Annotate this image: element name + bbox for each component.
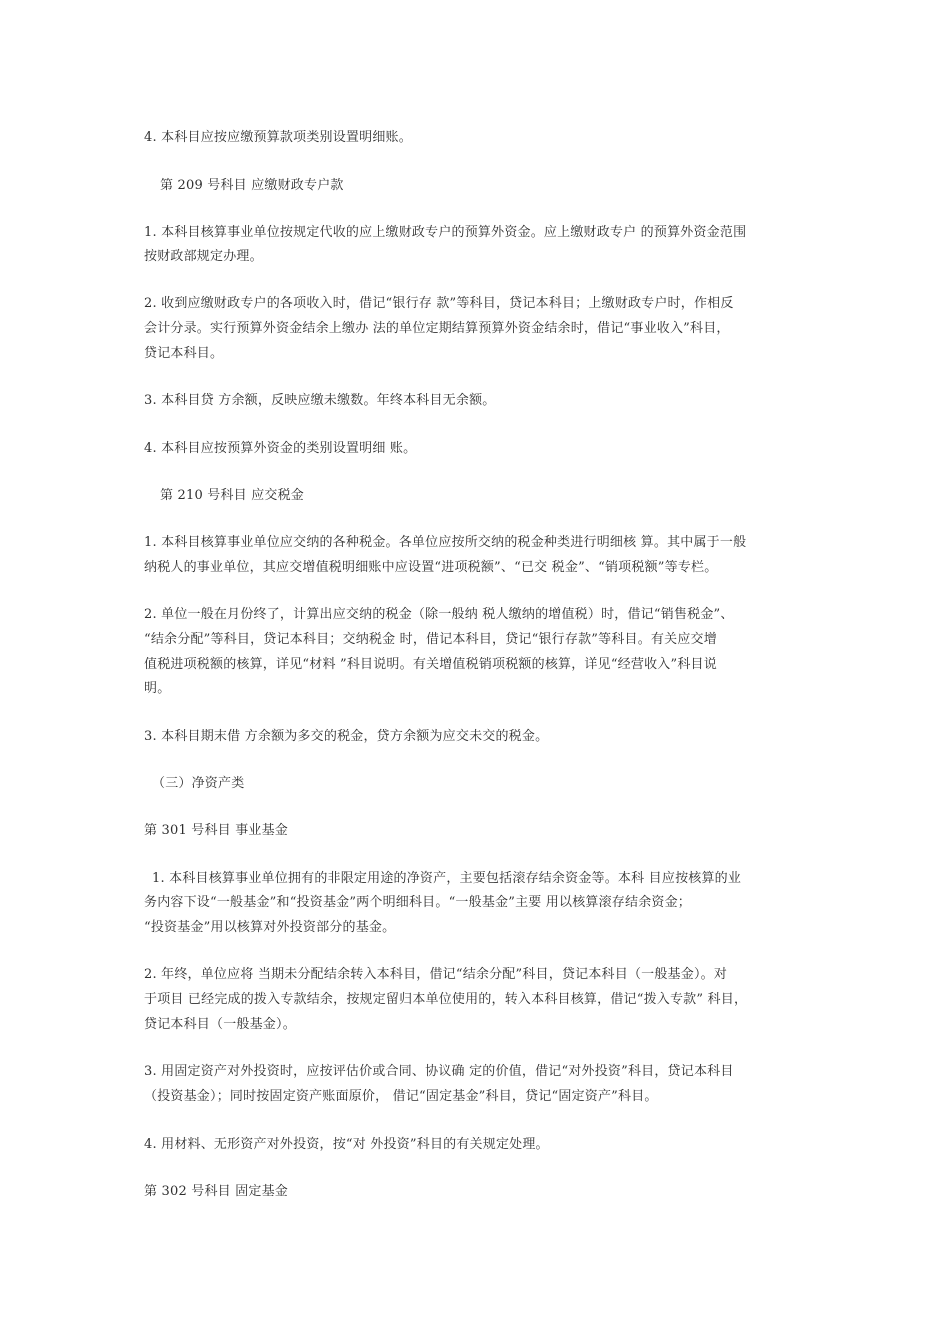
paragraph-line: 明。 bbox=[144, 681, 171, 696]
paragraph-line: 3. 本科目期末借 方余额为多交的税金，贷方余额为应交未交的税金。 bbox=[144, 729, 549, 744]
section-heading: 第 302 号科目 固定基金 bbox=[144, 1184, 289, 1199]
paragraph-line: 1. 本科目核算事业单位拥有的非限定用途的净资产，主要包括滚存结余资金等。本科 目应按核算的业 bbox=[152, 871, 742, 886]
paragraph-line: 4. 本科目应按应缴预算款项类别设置明细账。 bbox=[144, 130, 412, 145]
section-heading: 第 210 号科目 应交税金 bbox=[160, 488, 305, 503]
paragraph-line: 按财政部规定办理。 bbox=[144, 249, 263, 264]
paragraph-line: 纳税人的事业单位，其应交增值税明细账中应设置“进项税额”、“已交 税金”、“销项税额”等专栏。 bbox=[144, 560, 718, 575]
paragraph-line: 务内容下设“一般基金”和“投资基金”两个明细科目。“一般基金”主要 用以核算滚存结余资金； bbox=[144, 895, 692, 910]
section-heading: 第 301 号科目 事业基金 bbox=[144, 823, 289, 838]
paragraph-line: 贷记本科目（一般基金）。 bbox=[144, 1017, 296, 1032]
paragraph-line: “结余分配”等科目，贷记本科目；交纳税金 时，借记本科目，贷记“银行存款”等科目。有关应交增 bbox=[144, 632, 717, 647]
paragraph-line: 4. 本科目应按预算外资金的类别设置明细 账。 bbox=[144, 441, 417, 456]
paragraph-line: 1. 本科目核算事业单位按规定代收的应上缴财政专户的预算外资金。应上缴财政专户 的预算外资金范围 bbox=[144, 225, 747, 240]
paragraph-line: 1. 本科目核算事业单位应交纳的各种税金。各单位应按所交纳的税金种类进行明细核 算。其中属于一般 bbox=[144, 535, 747, 550]
paragraph-line: （投资基金）；同时按固定资产账面原价， 借记“固定基金”科目，贷记“固定资产”科目。 bbox=[144, 1089, 658, 1104]
paragraph-line: 2. 收到应缴财政专户的各项收入时，借记“银行存 款”等科目，贷记本科目；上缴财政专户时，作相反 bbox=[144, 296, 734, 311]
category-heading: （三）净资产类 bbox=[152, 776, 245, 791]
paragraph-line: 值税进项税额的核算，详见“材料 ”科目说明。有关增值税销项税额的核算，详见“经营收入”科目说 bbox=[144, 657, 717, 672]
paragraph-line: 会计分录。实行预算外资金结余上缴办 法的单位定期结算预算外资金结余时，借记“事业收入”科目， bbox=[144, 321, 730, 336]
paragraph-line: 3. 本科目贷 方余额，反映应缴未缴数。年终本科目无余额。 bbox=[144, 393, 496, 408]
paragraph-line: “投资基金”用以核算对外投资部分的基金。 bbox=[144, 920, 396, 935]
section-heading: 第 209 号科目 应缴财政专户款 bbox=[160, 178, 344, 193]
paragraph-line: 于项目 已经完成的拨入专款结余，按规定留归本单位使用的，转入本科目核算，借记“拨入专款” 科目， bbox=[144, 992, 748, 1007]
paragraph-line: 贷记本科目。 bbox=[144, 346, 224, 361]
paragraph-line: 4. 用材料、无形资产对外投资，按“对 外投资”科目的有关规定处理。 bbox=[144, 1137, 549, 1152]
paragraph-line: 2. 单位一般在月份终了，计算出应交纳的税金（除一般纳 税人缴纳的增值税）时，借记“销售税金”、 bbox=[144, 607, 734, 622]
paragraph-line: 2. 年终，单位应将 当期未分配结余转入本科目，借记“结余分配”科目，贷记本科目（一般基金）。对 bbox=[144, 967, 728, 982]
paragraph-line: 3. 用固定资产对外投资时，应按评估价或合同、协议确 定的价值，借记“对外投资”科目，贷记本科目 bbox=[144, 1064, 734, 1079]
